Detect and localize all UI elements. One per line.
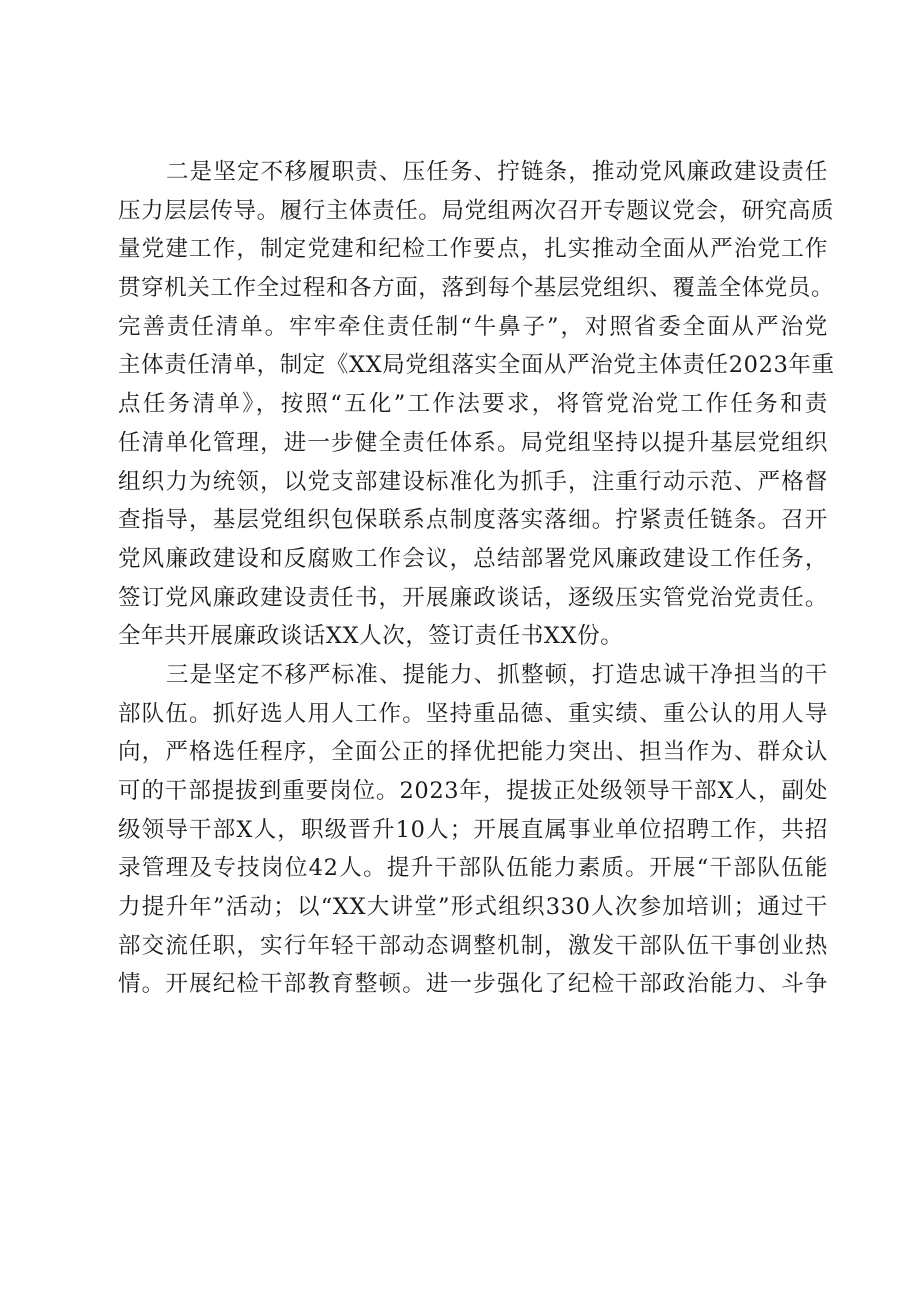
text-line: 向，严格选任程序，全面公正的择优把能力突出、担当作为、群众认 bbox=[118, 739, 828, 766]
text-line: 点任务清单》，按照“五化”工作法要求，将管党治党工作任务和责 bbox=[118, 391, 828, 418]
text-line: 部交流任职，实行年轻干部动态调整机制，激发干部队伍干事创业热 bbox=[118, 932, 828, 959]
text-line: 组织力为统领，以党支部建设标准化为抓手，注重行动示范、严格督 bbox=[118, 468, 828, 495]
text-line: 压力层层传导。履行主体责任。局党组两次召开专题议党会，研究高质 bbox=[118, 197, 835, 224]
text-line: 情。开展纪检干部教育整顿。进一步强化了纪检干部政治能力、斗争 bbox=[118, 971, 828, 998]
text-line: 主体责任清单，制定《XX局党组落实全面从严治党主体责任2023年重 bbox=[118, 352, 835, 379]
text-line: 量党建工作，制定党建和纪检工作要点，扎实推动全面从严治党工作 bbox=[118, 236, 828, 263]
text-line: 部队伍。抓好选人用人工作。坚持重品德、重实绩、重公认的用人导 bbox=[118, 700, 828, 727]
text-line: 三是坚定不移严标准、提能力、抓整顿，打造忠诚干净担当的干 bbox=[166, 661, 828, 688]
text-line: 可的干部提拔到重要岗位。2023年，提拔正处级领导干部X人，副处 bbox=[118, 778, 828, 804]
text-line: 签订党风廉政建设责任书，开展廉政谈话，逐级压实管党治党责任。 bbox=[118, 584, 828, 611]
text-line: 录管理及专技岗位42人。提升干部队伍能力素质。开展“干部队伍能 bbox=[118, 855, 828, 882]
document-body bbox=[118, 153, 835, 1004]
text-line: 查指导，基层党组织包保联系点制度落实落细。拧紧责任链条。召开 bbox=[118, 507, 828, 534]
paragraph-responsibility bbox=[118, 153, 835, 656]
text-line: 二是坚定不移履职责、压任务、拧链条，推动党风廉政建设责任 bbox=[166, 159, 828, 185]
text-line: 完善责任清单。牢牢牵住责任制“牛鼻子”，对照省委全面从严治党 bbox=[118, 313, 828, 340]
text-line: 任清单化管理，进一步健全责任体系。局党组坚持以提升基层党组织 bbox=[118, 429, 828, 456]
text-line: 全年共开展廉政谈话XX人次，签订责任书XX份。 bbox=[118, 623, 624, 650]
text-line: 党风廉政建设和反腐败工作会议，总结部署党风廉政建设工作任务， bbox=[118, 545, 828, 572]
text-line: 贯穿机关工作全过程和各方面，落到每个基层党组织、覆盖全体党员。 bbox=[118, 275, 835, 302]
paragraph-cadre-team bbox=[118, 656, 828, 1004]
text-line: 级领导干部X人，职级晋升10人；开展直属事业单位招聘工作，共招 bbox=[118, 816, 828, 843]
text-line: 力提升年”活动；以“XX大讲堂”形式组织330人次参加培训；通过干 bbox=[118, 894, 828, 921]
